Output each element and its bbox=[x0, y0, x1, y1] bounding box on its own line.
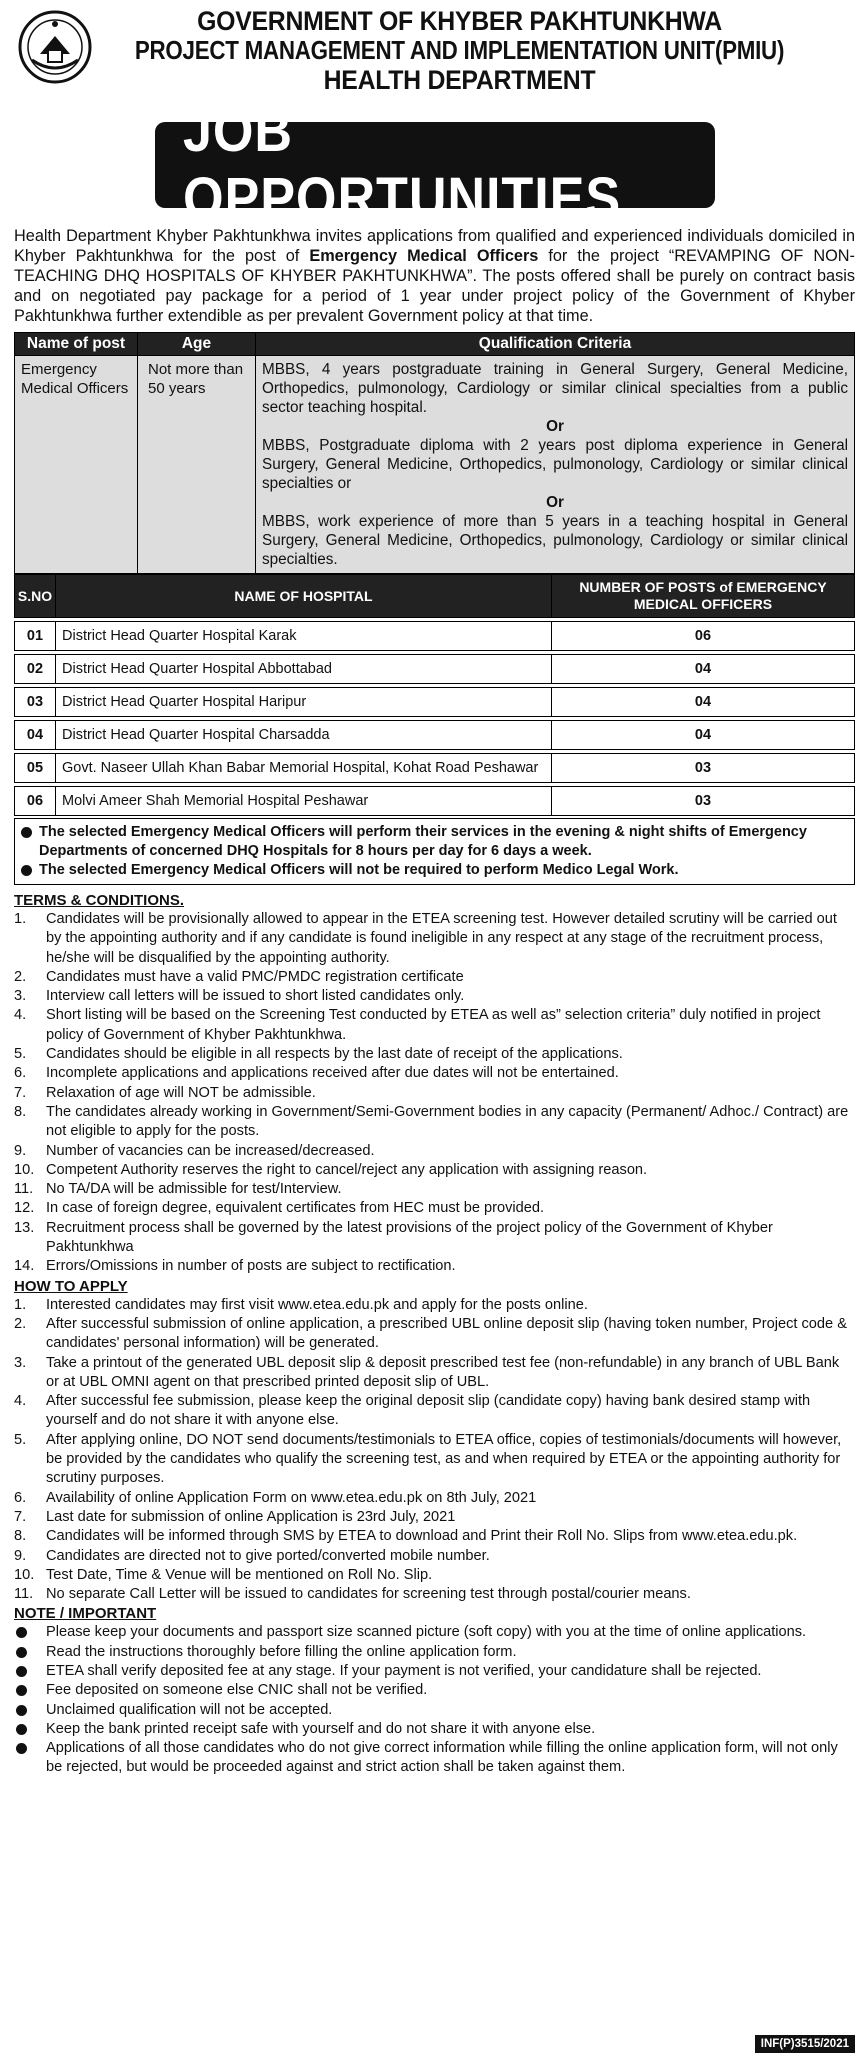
qualification-header-post: Name of post bbox=[15, 333, 138, 356]
item-number: 4. bbox=[14, 1007, 27, 1024]
row-post-count: 06 bbox=[552, 622, 855, 651]
or-separator: Or bbox=[546, 494, 564, 511]
item-text: Interested candidates may first visit www.etea.edu.pk and apply for the posts online. bbox=[46, 1296, 588, 1313]
item-text: Relaxation of age will NOT be admissible. bbox=[46, 1084, 316, 1101]
item-number: 2. bbox=[14, 968, 27, 985]
list-item bbox=[14, 1701, 855, 1720]
item-text: Fee deposited on someone else CNIC shall not be verified. bbox=[46, 1682, 428, 1699]
item-text: Applications of all those candidates who do not give correct information while filling the online application form, will not only be rejected, but would be proceeded against and strict action shall be taken against them. bbox=[46, 1740, 838, 1776]
qualification-header-age: Age bbox=[138, 333, 256, 356]
qualification-table bbox=[14, 332, 855, 574]
row-sno: 04 bbox=[15, 721, 56, 750]
item-text: Last date for submission of online Application is 23rd July, 2021 bbox=[46, 1508, 456, 1525]
item-number: 5. bbox=[14, 1431, 27, 1448]
banner-title: JOB OPPORTUNITIES bbox=[182, 99, 621, 231]
criteria-option-3: MBBS, work experience of more than 5 years in a teaching hospital in General Surgery, General Medicine, Orthopedics, pulmonology, Cardiology or similar clinical specialties. bbox=[262, 513, 848, 568]
item-text: Candidates should be eligible in all respects by the last date of receipt of the applications. bbox=[46, 1046, 623, 1063]
list-item bbox=[14, 1199, 855, 1218]
bold-note-text: The selected Emergency Medical Officers will not be required to perform Medico Legal Work. bbox=[39, 862, 679, 878]
item-text: Availability of online Application Form on www.etea.edu.pk on 8th July, 2021 bbox=[46, 1489, 537, 1506]
hospital-header-sno: S.NO bbox=[15, 575, 56, 618]
item-number: 1. bbox=[14, 911, 27, 927]
item-text: Test Date, Time & Venue will be mentioned on Roll No. Slip. bbox=[46, 1566, 433, 1583]
row-post-count: 03 bbox=[552, 754, 855, 783]
notes-heading: NOTE / IMPORTANT bbox=[14, 1605, 157, 1623]
row-hospital-name: District Head Quarter Hospital Karak bbox=[56, 622, 552, 651]
row-sno: 01 bbox=[15, 622, 56, 651]
list-item bbox=[14, 1103, 855, 1142]
item-number: 13. bbox=[14, 1219, 35, 1236]
header-line-1: GOVERNMENT OF KHYBER PAKHTUNKHWA bbox=[197, 6, 722, 36]
criteria-option-2: MBBS, Postgraduate diploma with 2 years post diploma experience in General Surgery, General Medicine, Orthopedics, pulmonology, Cardiology or similar clinical specialties or bbox=[262, 437, 848, 492]
item-number: 11. bbox=[14, 1181, 34, 1198]
intro-part-2: for the project “REVAMPING OF NON-TEACHING DHQ HOSPITALS OF KHYBER PAKHTUNKHWA”. The posts offered shall be purely on contract basis and on negotiated pay package for a period of 1 year under project policy of the Government of Khyber Pakhtunkhwa further extendible as per prevalent Government policy at that time. bbox=[14, 247, 855, 325]
list-item bbox=[14, 1354, 855, 1393]
bullet-icon bbox=[16, 1666, 27, 1677]
item-text: Keep the bank printed receipt safe with yourself and do not share it with anyone else. bbox=[46, 1720, 596, 1737]
kp-government-emblem-icon bbox=[18, 10, 92, 84]
list-item bbox=[14, 1643, 855, 1662]
item-number: 1. bbox=[14, 1296, 27, 1313]
bold-note bbox=[21, 823, 848, 861]
list-item bbox=[14, 1489, 855, 1508]
item-text: Candidates must have a valid PMC/PMDC registration certificate bbox=[46, 968, 464, 985]
list-item bbox=[14, 1566, 855, 1585]
list-item bbox=[14, 1585, 855, 1604]
list-item bbox=[14, 1681, 855, 1700]
item-text: Recruitment process shall be governed by the latest provisions of the project policy of the Government of Khyber Pakhtunkhwa bbox=[46, 1219, 773, 1256]
list-item bbox=[14, 1142, 855, 1161]
row-hospital-name: Molvi Ameer Shah Memorial Hospital Peshawar bbox=[56, 787, 552, 816]
bullet-icon bbox=[16, 1627, 27, 1638]
bold-note bbox=[21, 861, 848, 880]
hospital-header-posts: NUMBER OF POSTS of EMERGENCY MEDICAL OFFICERS bbox=[552, 575, 855, 618]
terms-list bbox=[14, 910, 855, 1277]
list-item bbox=[14, 1431, 855, 1489]
bold-note-text: The selected Emergency Medical Officers will perform their services in the evening & night shifts of Emergency Departments of concerned DHQ Hospitals for 8 hours per day for 6 days a week. bbox=[39, 824, 807, 859]
item-number: 8. bbox=[14, 1528, 27, 1545]
item-text: Candidates will be informed through SMS by ETEA to download and Print their Roll No. Slips from www.etea.edu.pk. bbox=[46, 1528, 798, 1545]
item-number: 12. bbox=[14, 1200, 35, 1217]
item-number: 6. bbox=[14, 1489, 27, 1506]
item-text: Please keep your documents and passport size scanned picture (soft copy) with you at the time of online applications. bbox=[46, 1624, 807, 1641]
item-text: Unclaimed qualification will not be accepted. bbox=[46, 1701, 333, 1718]
list-item bbox=[14, 1045, 855, 1064]
item-text: Competent Authority reserves the right to cancel/reject any application with assigning reason. bbox=[46, 1161, 648, 1178]
list-item bbox=[14, 1720, 855, 1739]
list-item bbox=[14, 1084, 855, 1103]
qualification-header-criteria: Qualification Criteria bbox=[256, 333, 855, 356]
item-text: ETEA shall verify deposited fee at any stage. If your payment is not verified, your candidature shall be rejected. bbox=[46, 1662, 762, 1679]
hospital-rows bbox=[15, 618, 855, 816]
row-sno: 06 bbox=[15, 787, 56, 816]
item-text: Interview call letters will be issued to short listed candidates only. bbox=[46, 988, 465, 1005]
item-number: 3. bbox=[14, 988, 27, 1005]
item-text: Number of vacancies can be increased/decreased. bbox=[46, 1142, 375, 1159]
bullet-icon bbox=[16, 1724, 27, 1735]
table-row bbox=[15, 688, 855, 717]
item-text: After successful submission of online application, a prescribed UBL online deposit slip (having token number, Project code & candidates' personal information) will be generated. bbox=[46, 1315, 847, 1352]
list-item bbox=[14, 1662, 855, 1681]
list-item bbox=[14, 910, 855, 968]
list-item bbox=[14, 1064, 855, 1083]
row-post-count: 04 bbox=[552, 721, 855, 750]
list-item bbox=[14, 1219, 855, 1258]
list-item bbox=[14, 1547, 855, 1566]
post-name-cell: Emergency Medical Officers bbox=[15, 356, 138, 574]
list-item bbox=[14, 987, 855, 1006]
list-item bbox=[14, 1161, 855, 1180]
bullet-icon bbox=[16, 1743, 27, 1754]
job-opportunities-banner bbox=[155, 99, 715, 231]
intro-paragraph bbox=[14, 226, 855, 326]
hospital-table bbox=[14, 574, 855, 816]
item-number: 10. bbox=[14, 1161, 35, 1178]
item-text: Candidates are directed not to give ported/converted mobile number. bbox=[46, 1547, 490, 1564]
list-item bbox=[14, 1508, 855, 1527]
row-post-count: 04 bbox=[552, 655, 855, 684]
bullet-icon bbox=[16, 1685, 27, 1696]
item-number: 10. bbox=[14, 1566, 35, 1583]
item-text: After applying online, DO NOT send documents/testimonials to ETEA office, copies of testimonials/documents will however, be provided by the candidates who qualify the screening test, as and when required by ETEA or the appointing authority for scrutiny purposes. bbox=[46, 1431, 842, 1487]
list-item bbox=[14, 1739, 855, 1778]
item-number: 14. bbox=[14, 1258, 35, 1275]
row-hospital-name: District Head Quarter Hospital Abbottabad bbox=[56, 655, 552, 684]
item-text: Candidates will be provisionally allowed to appear in the ETEA screening test. However detailed scrutiny will be carried out by the appointing authority and if any candidate is found ineligible in any respect at any stage of the recruitment process, he/she will be disqualified by the appointing authority. bbox=[46, 911, 837, 966]
list-item bbox=[14, 1296, 855, 1315]
list-item bbox=[14, 1006, 855, 1045]
list-item bbox=[14, 1623, 855, 1642]
item-text: Incomplete applications and applications received after due dates will not be entertained. bbox=[46, 1065, 619, 1082]
row-sno: 05 bbox=[15, 754, 56, 783]
table-row bbox=[15, 787, 855, 816]
item-text: After successful fee submission, please keep the original deposit slip (candidate copy) having bank desired stamp with yourself and do not share it with anyone else. bbox=[46, 1393, 811, 1429]
intro-post-name: Emergency Medical Officers bbox=[309, 247, 539, 265]
hospital-header-name: NAME OF HOSPITAL bbox=[56, 575, 552, 618]
item-number: 5. bbox=[14, 1046, 27, 1063]
table-row bbox=[15, 721, 855, 750]
list-item bbox=[14, 1257, 855, 1276]
item-text: No TA/DA will be admissible for test/Interview. bbox=[46, 1181, 342, 1198]
intro-part-1: Health Department Khyber Pakhtunkhwa invites applications from qualified and experienced individuals domiciled in Khyber Pakhtunkhwa for the post of bbox=[14, 227, 855, 265]
item-number: 9. bbox=[14, 1142, 27, 1159]
row-post-count: 03 bbox=[552, 787, 855, 816]
reference-number: INF(P)3515/2021 bbox=[755, 2035, 855, 2053]
list-item bbox=[14, 1315, 855, 1354]
row-hospital-name: District Head Quarter Hospital Haripur bbox=[56, 688, 552, 717]
how-to-apply-list bbox=[14, 1296, 855, 1605]
bullet-icon bbox=[16, 1705, 27, 1716]
row-hospital-name: District Head Quarter Hospital Charsadda bbox=[56, 721, 552, 750]
how-to-apply-heading: HOW TO APPLY bbox=[14, 1277, 128, 1295]
age-cell: Not more than 50 years bbox=[138, 356, 256, 574]
table-row bbox=[15, 754, 855, 783]
bullet-icon bbox=[21, 827, 32, 838]
row-sno: 03 bbox=[15, 688, 56, 717]
bold-notes-box bbox=[14, 818, 855, 885]
criteria-cell bbox=[256, 356, 855, 574]
header-line-3: HEALTH DEPARTMENT bbox=[323, 65, 596, 95]
item-text: Short listing will be based on the Screening Test conducted by ETEA as well as” selection criteria” duly notified in project policy of Government of Khyber Pakhtunkhwa. bbox=[46, 1007, 821, 1043]
item-text: In case of foreign degree, equivalent certificates from HEC must be provided. bbox=[46, 1200, 545, 1217]
or-separator: Or bbox=[546, 418, 564, 435]
item-number: 9. bbox=[14, 1547, 27, 1564]
bullet-icon bbox=[16, 1647, 27, 1658]
table-row bbox=[15, 622, 855, 651]
row-sno: 02 bbox=[15, 655, 56, 684]
row-post-count: 04 bbox=[552, 688, 855, 717]
row-hospital-name: Govt. Naseer Ullah Khan Babar Memorial Hospital, Kohat Road Peshawar bbox=[56, 754, 552, 783]
item-text: The candidates already working in Government/Semi-Government bodies in any capacity (Permanent/ Adhoc./ Contract) are not eligible to apply for the posts. bbox=[46, 1103, 849, 1140]
item-number: 3. bbox=[14, 1354, 27, 1371]
item-number: 7. bbox=[14, 1084, 27, 1101]
item-text: Read the instructions thoroughly before filling the online application form. bbox=[46, 1643, 517, 1660]
table-row bbox=[15, 655, 855, 684]
item-number: 8. bbox=[14, 1103, 27, 1120]
item-text: No separate Call Letter will be issued to candidates for screening test through postal/courier means. bbox=[46, 1586, 691, 1603]
terms-heading: TERMS & CONDITIONS. bbox=[14, 892, 185, 909]
item-number: 6. bbox=[14, 1065, 27, 1082]
header-line-2: PROJECT MANAGEMENT AND IMPLEMENTATION UNIT(PMIU) bbox=[134, 35, 785, 65]
criteria-option-1: MBBS, 4 years postgraduate training in General Surgery, General Medicine, Orthopedics, pulmonology, Cardiology or similar clinical specialties from a public sector teaching hospital. bbox=[262, 361, 848, 416]
notes-list bbox=[14, 1623, 855, 1777]
item-number: 11. bbox=[14, 1586, 34, 1603]
list-item bbox=[14, 1180, 855, 1199]
list-item bbox=[14, 1392, 855, 1431]
item-number: 4. bbox=[14, 1393, 27, 1410]
item-number: 2. bbox=[14, 1315, 27, 1332]
item-text: Take a printout of the generated UBL deposit slip & deposit prescribed test fee (non-refundable) in any branch of UBL Bank or at UBL OMNI agent on that prescribed printed deposit slip of UBL. bbox=[46, 1354, 840, 1390]
list-item bbox=[14, 968, 855, 987]
item-number: 7. bbox=[14, 1508, 27, 1525]
list-item bbox=[14, 1527, 855, 1546]
item-text: Errors/Omissions in number of posts are subject to rectification. bbox=[46, 1258, 456, 1275]
bullet-icon bbox=[21, 865, 32, 876]
